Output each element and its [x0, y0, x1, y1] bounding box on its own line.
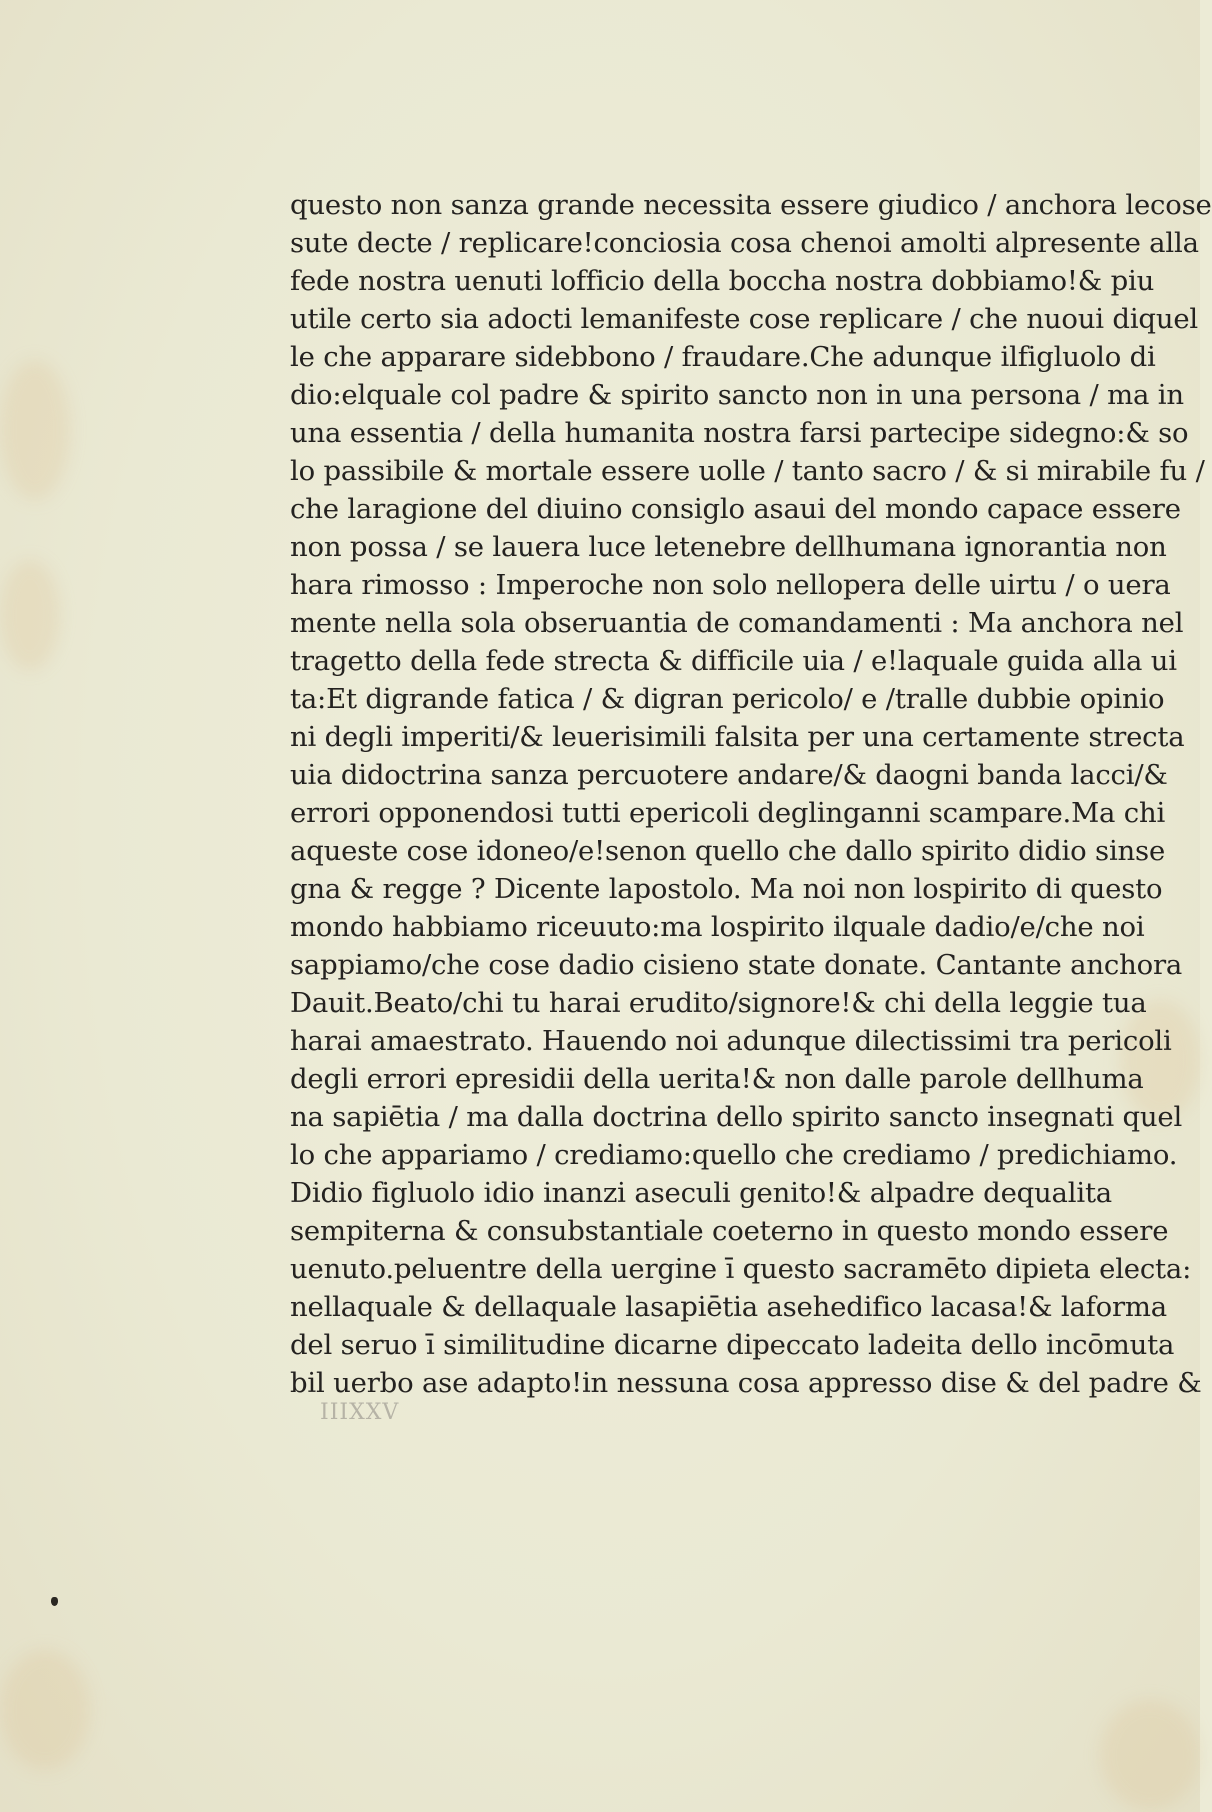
paper-stain: [0, 560, 60, 670]
text-line: lo che appariamo / crediamo:quello che crediamo / predichiamo.: [290, 1139, 1178, 1171]
text-line: hara rimosso : Imperoche non solo nellopera delle uirtu / o uera: [290, 569, 1171, 601]
text-line: utile certo sia adocti lemanifeste cose replicare / che nuoui diquel: [290, 303, 1199, 335]
text-line: del seruo ī similitudine dicarne dipeccato ladeita dello incōmuta: [290, 1329, 1175, 1361]
ink-spot: [51, 1597, 58, 1606]
text-line: questo non sanza grande necessita essere giudico / anchora lecose: [290, 189, 1212, 221]
text-line: lo passibile & mortale essere uolle / tanto sacro / & si mirabile fu /: [290, 455, 1205, 487]
text-line: sute decte / replicare!conciosia cosa chenoi amolti alpresente alla: [290, 227, 1199, 259]
text-line: sempiterna & consubstantiale coeterno in questo mondo essere: [290, 1215, 1169, 1247]
text-line: dio:elquale col padre & spirito sancto non in una persona / ma in: [290, 379, 1184, 411]
text-line: uia didoctrina sanza percuotere andare/& daogni banda lacci/&: [290, 759, 1168, 791]
text-line: degli errori epresidii della uerita!& non dalle parole dellhuma: [290, 1063, 1144, 1095]
text-line: aqueste cose idoneo/e!senon quello che dallo spirito didio sinse: [290, 835, 1166, 867]
text-line: uenuto.peluentre della uergine ī questo sacramēto dipieta electa:: [290, 1253, 1192, 1285]
text-line: le che apparare sidebbono / fraudare.Che adunque ilfigluolo di: [290, 341, 1156, 373]
text-line: mente nella sola obseruantia de comandamenti : Ma anchora nel: [290, 607, 1184, 639]
text-line: ta:Et digrande fatica / & digran pericolo/ e /tralle dubbie opinio: [290, 683, 1165, 715]
text-line: nellaquale & dellaquale lasapiētia asehedifico lacasa!& laforma: [290, 1291, 1168, 1323]
text-line: che laragione del diuino consiglo asaui del mondo capace essere: [290, 493, 1181, 525]
text-line: harai amaestrato. Hauendo noi adunque dilectissimi tra pericoli: [290, 1025, 1172, 1057]
text-line: bil uerbo ase adapto!in nessuna cosa appresso dise & del padre &: [290, 1367, 1202, 1399]
text-line: tragetto della fede strecta & difficile uia / e!laquale guida alla ui: [290, 645, 1177, 677]
text-line: errori opponendosi tutti epericoli deglinganni scampare.Ma chi: [290, 797, 1166, 829]
text-line: Didio figluolo idio inanzi aseculi genito!& alpadre dequalita: [290, 1177, 1112, 1209]
paper-stain: [0, 360, 70, 500]
text-line: fede nostra uenuti lofficio della boccha nostra dobbiamo!& piu: [290, 265, 1155, 297]
text-line: non possa / se lauera luce letenebre dellhumana ignorantia non: [290, 531, 1167, 563]
text-line: gna & regge ? Dicente lapostolo. Ma noi non lospirito di questo: [290, 873, 1163, 905]
page-text: [290, 186, 1212, 1402]
text-line: sappiamo/che cose dadio cisieno state donate. Cantante anchora: [290, 949, 1183, 981]
text-line: Dauit.Beato/chi tu harai erudito/signore!& chi della leggie tua: [290, 987, 1147, 1019]
text-line: mondo habbiamo riceuuto:ma lospirito ilquale dadio/e/che noi: [290, 911, 1145, 943]
text-line: ni degli imperiti/& leuerisimili falsita per una certamente strecta: [290, 721, 1185, 753]
paper-stain: [0, 1650, 90, 1770]
text-line: na sapiētia / ma dalla doctrina dello spirito sancto insegnati quel: [290, 1101, 1183, 1133]
text-line: una essentia / della humanita nostra farsi partecipe sidegno:& so: [290, 417, 1189, 449]
paper-stain: [1100, 1700, 1200, 1810]
signature-mark: IIIXXV: [320, 1400, 400, 1425]
